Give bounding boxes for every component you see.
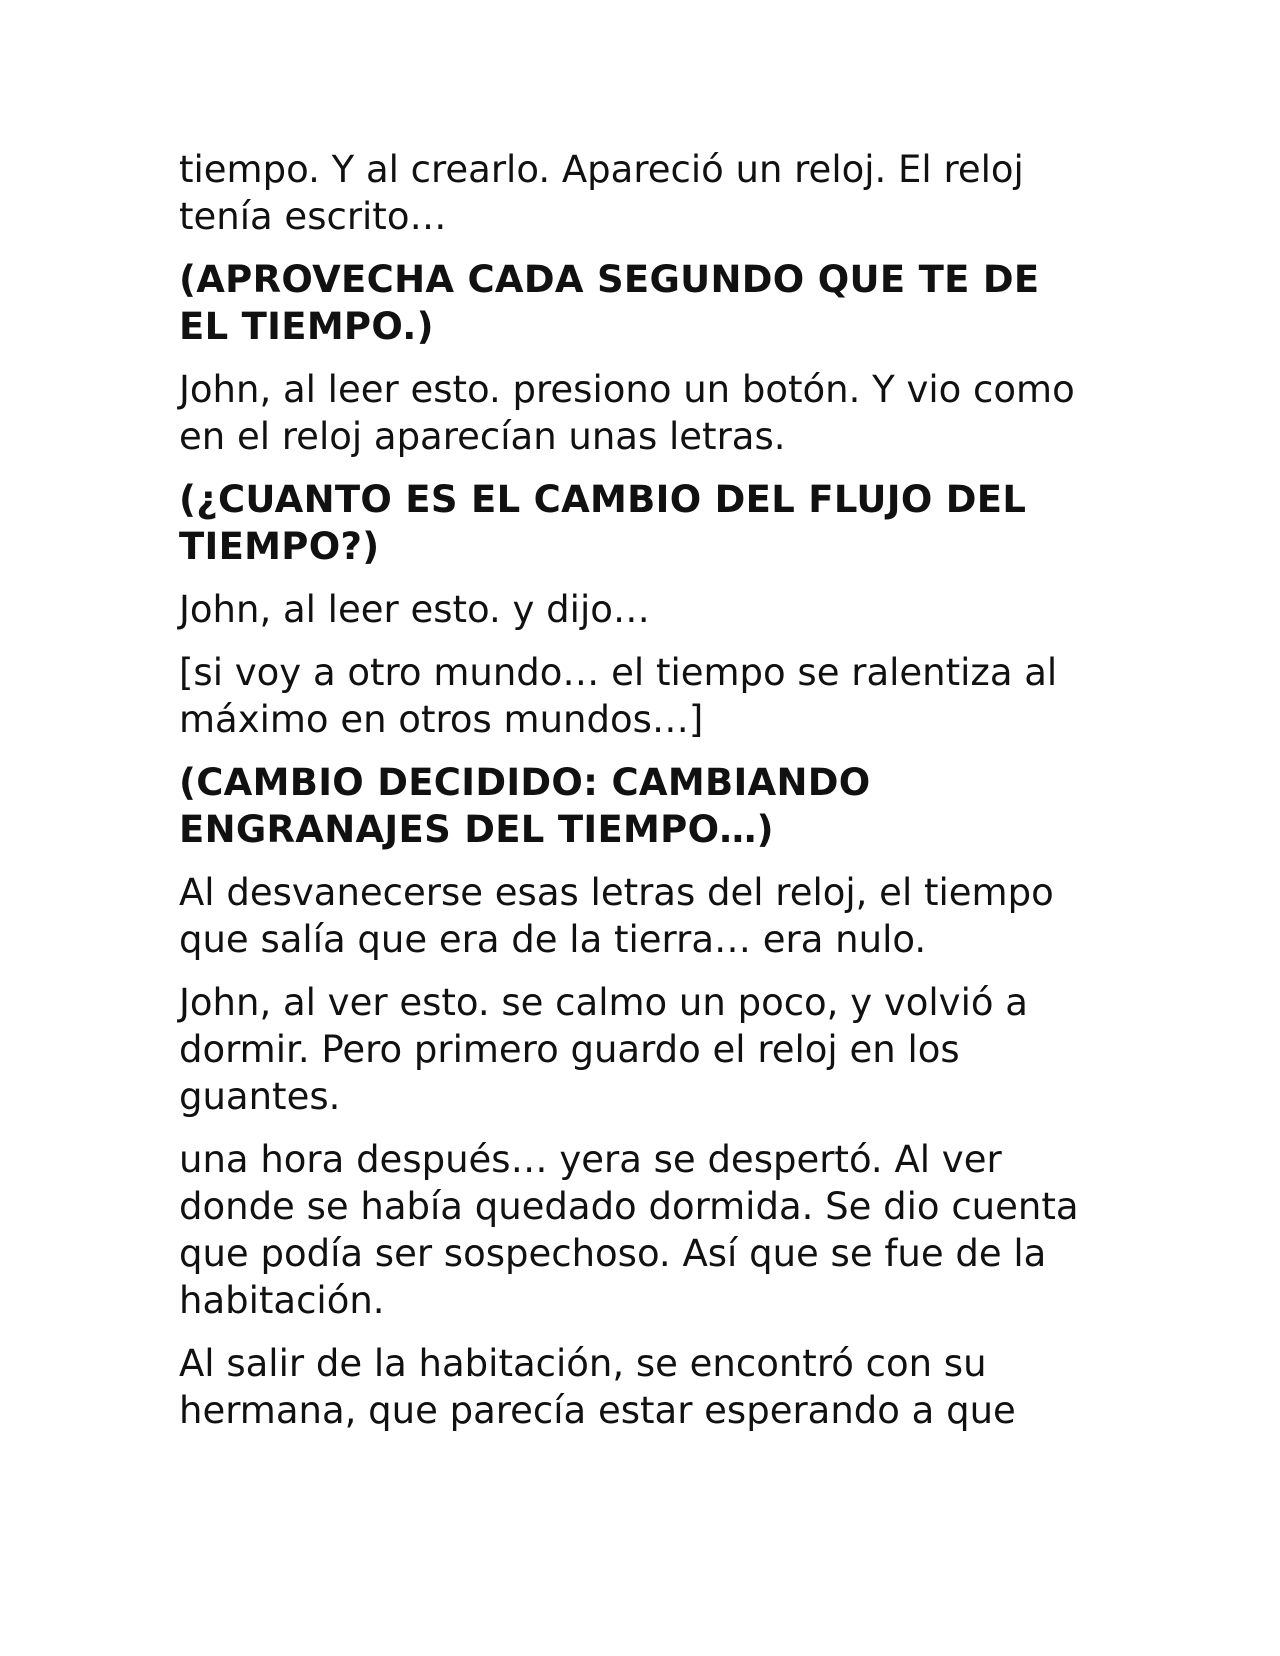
clock-message-2: (¿CUANTO ES EL CAMBIO DEL FLUJO DEL TIEMPO?) <box>179 478 1027 568</box>
paragraph-5: John, al ver esto. se calmo un poco, y volvió a dormir. Pero primero guardo el reloj en los guantes. <box>179 981 1028 1118</box>
paragraph-1: tiempo. Y al crearlo. Apareció un reloj. El reloj tenía escrito… <box>179 148 1024 238</box>
paragraph-2: John, al leer esto. presiono un botón. Y vio como en el reloj aparecían unas letras. <box>179 368 1075 458</box>
thought-paragraph: [si voy a otro mundo… el tiempo se ralentiza al máximo en otros mundos…] <box>179 651 1058 741</box>
paragraph-6: una hora después… yera se despertó. Al ver donde se había quedado dormida. Se dio cuenta que podía ser sospechoso. Así que se fue de la habitación. <box>179 1138 1079 1322</box>
clock-message-3: (CAMBIO DECIDIDO: CAMBIANDO ENGRANAJES DEL TIEMPO…) <box>179 761 871 851</box>
clock-message-1: (APROVECHA CADA SEGUNDO QUE TE DE EL TIEMPO.) <box>179 258 1040 348</box>
paragraph-7: Al salir de la habitación, se encontró con su hermana, que parecía estar esperando a que <box>179 1342 1016 1432</box>
paragraph-4: Al desvanecerse esas letras del reloj, el tiempo que salía que era de la tierra… era nulo. <box>179 871 1054 961</box>
document-page <box>179 146 1119 1450</box>
paragraph-3: John, al leer esto. y dijo… <box>179 588 650 631</box>
